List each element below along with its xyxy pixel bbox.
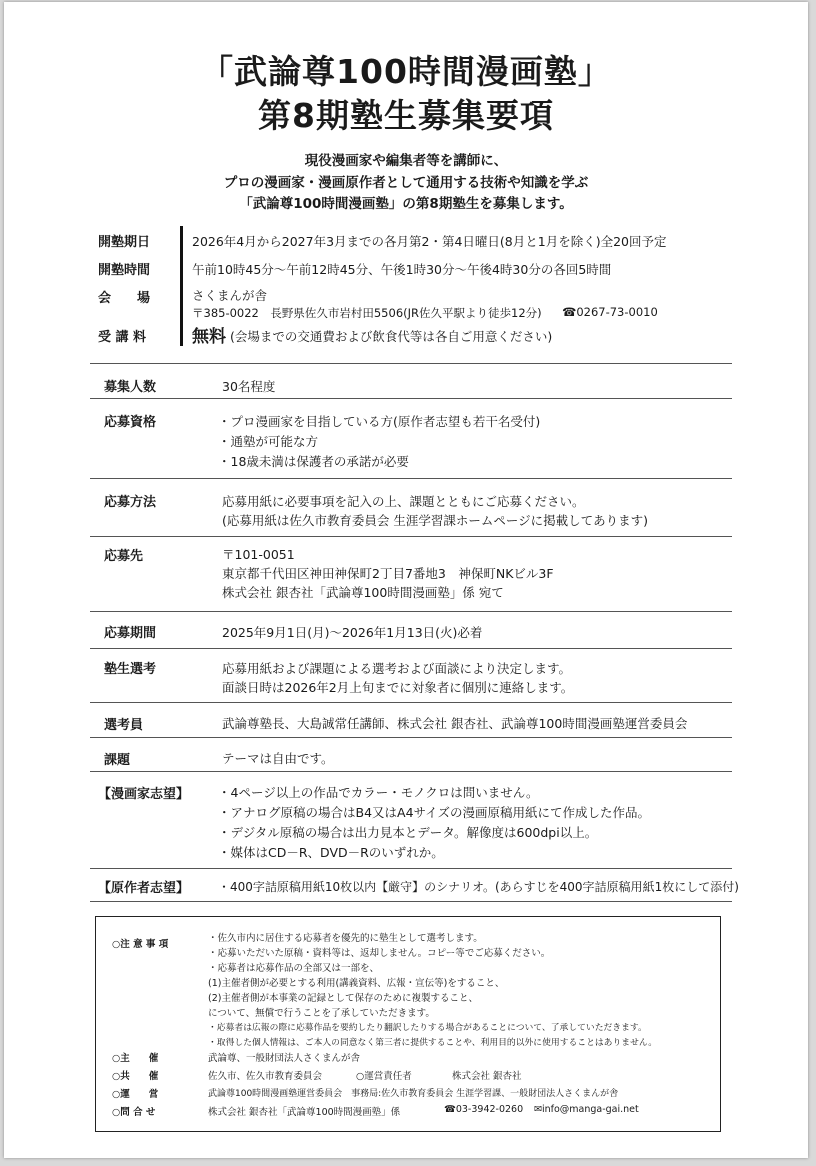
document-page — [4, 2, 808, 1158]
select-line: 面談日時は2026年2月上旬までに対象者に個別に連絡します。 — [222, 680, 574, 695]
hours-value: 午前10時45分～午前12時45分、午後1時30分～午後4時30分の各回5時間 — [192, 262, 612, 277]
task-value: テーマは自由です。 — [222, 751, 334, 766]
dest-line: 〒101-0051 — [222, 547, 295, 562]
operate-value: 武論尊100時間漫画塾運営委員会 事務局:佐久市教育委員会 生涯学習課、一般財団法人さくまんが舎 — [208, 1089, 619, 1099]
term-label: 応募期間 — [104, 626, 157, 641]
divider — [90, 363, 732, 364]
fee-free: 無料 — [192, 327, 226, 347]
intro-line-3: 「武論尊100時間漫画塾」の第8期塾生を募集します。 — [239, 196, 573, 212]
divider — [90, 901, 732, 902]
caution-line: ・応募いただいた原稿・資料等は、返却しません。コピー等でご応募ください。 — [208, 948, 551, 959]
caution-line: ・取得した個人情報は、ご本人の同意なく第三者に提供することや、利用目的以外に使用することはありません。 — [208, 1038, 657, 1048]
caution-line: について、無償で行うことを了承していただきます。 — [208, 1008, 435, 1019]
divider — [90, 536, 732, 537]
caution-line: ・応募者は広報の際に応募作品を要約したり翻訳したりする場合があることについて、了承していただきます。 — [208, 1023, 647, 1033]
host-label: ○主 催 — [112, 1053, 159, 1064]
qual-item: ・プロ漫画家を目指している方(原作者志望も若干名受付) — [218, 414, 541, 429]
cohost-value: 佐久市、佐久市教育委員会 — [208, 1071, 323, 1082]
venue-name: さくまんが舎 — [192, 288, 268, 303]
divider — [90, 611, 732, 612]
method-label: 応募方法 — [104, 495, 157, 510]
intro-line-1: 現役漫画家や編集者等を講師に、 — [304, 153, 508, 169]
venue-address: 〒385-0022 長野県佐久市岩村田5506(JR佐久平駅より徒歩12分) — [192, 306, 542, 320]
manager-label: ○運営責任者 — [356, 1071, 412, 1082]
cohost-label: ○共 催 — [112, 1071, 159, 1082]
qual-item: ・通塾が可能な方 — [218, 434, 319, 449]
contact-label: ○問 合 せ — [112, 1107, 156, 1118]
judges-label: 選考員 — [104, 718, 144, 733]
manga-item: ・アナログ原稿の場合はB4又はA4サイズの漫画原稿用紙にて作成した作品。 — [218, 805, 651, 820]
caution-line: (1)主催者側が必要とする利用(講義資料、広報・宣伝等)をすること、 — [208, 978, 505, 989]
divider — [90, 771, 732, 772]
writer-label: 【原作者志望】 — [98, 881, 190, 896]
dest-line: 株式会社 銀杏社「武論尊100時間漫画塾」係 宛て — [222, 585, 504, 600]
host-value: 武論尊、一般財団法人さくまんが舎 — [208, 1053, 361, 1064]
venue-tel: ☎0267-73-0010 — [562, 305, 658, 319]
capacity-value: 30名程度 — [222, 379, 276, 394]
caution-line: ・応募者は応募作品の全部又は一部を、 — [208, 963, 380, 974]
qual-item: ・18歳未満は保護者の承諾が必要 — [218, 454, 409, 469]
caution-label: ○注 意 事 項 — [112, 939, 169, 950]
section-bar — [180, 226, 183, 346]
period-value: 2026年4月から2027年3月までの各月第2・第4日曜日(8月と1月を除く)全20回予定 — [192, 234, 667, 249]
caution-line: (2)主催者側が本事業の記録として保存のために複製すること、 — [208, 993, 478, 1004]
capacity-label: 募集人数 — [104, 380, 157, 395]
manga-label: 【漫画家志望】 — [98, 787, 190, 802]
operate-label: ○運 営 — [112, 1089, 159, 1100]
title-line-2: 第8期塾生募集要項 — [258, 96, 554, 135]
contact-mail: ✉info@manga-gai.net — [534, 1104, 639, 1115]
task-label: 課題 — [104, 753, 131, 768]
dest-line: 東京都千代田区神田神保町2丁目7番地3 神保町NKビル3F — [222, 566, 554, 581]
divider — [90, 737, 732, 738]
judges-value: 武論尊塾長、大島誠常任講師、株式会社 銀杏社、武論尊100時間漫画塾運営委員会 — [222, 716, 688, 731]
qual-label: 応募資格 — [104, 415, 157, 430]
divider — [90, 868, 732, 869]
manga-item: ・4ページ以上の作品でカラー・モノクロは問いません。 — [218, 785, 539, 800]
dest-label: 応募先 — [104, 549, 144, 564]
venue-label: 会 場 — [98, 291, 151, 306]
term-value: 2025年9月1日(月)～2026年1月13日(火)必着 — [222, 625, 483, 640]
divider — [90, 478, 732, 479]
select-label: 塾生選考 — [104, 662, 157, 677]
writer-value: ・400字詰原稿用紙10枚以内【厳守】のシナリオ。(あらすじを400字詰原稿用紙1枚にして添付) — [218, 880, 739, 894]
fee-note: (会場までの交通費および飲食代等は各自ご用意ください) — [230, 329, 553, 344]
method-line: (応募用紙は佐久市教育委員会 生涯学習課ホームページに掲載してあります) — [222, 513, 648, 528]
contact-tel: ☎03-3942-0260 — [444, 1104, 524, 1115]
divider — [90, 702, 732, 703]
manga-item: ・媒体はCD－R、DVD－Rのいずれか。 — [218, 845, 444, 860]
divider — [90, 398, 732, 399]
intro-line-2: プロの漫画家・漫画原作者として通用する技術や知識を学ぶ — [223, 175, 589, 191]
title-line-1: 「武論尊100時間漫画塾」 — [200, 52, 612, 91]
hours-label: 開塾時間 — [98, 263, 151, 278]
select-line: 応募用紙および課題による選考および面談により決定します。 — [222, 661, 572, 676]
manga-item: ・デジタル原稿の場合は出力見本とデータ。解像度は600dpi以上。 — [218, 825, 598, 840]
caution-line: ・佐久市内に居住する応募者を優先的に塾生として選考します。 — [208, 933, 483, 944]
method-line: 応募用紙に必要事項を記入の上、課題とともにご応募ください。 — [222, 494, 585, 509]
contact-value: 株式会社 銀杏社「武論尊100時間漫画塾」係 — [208, 1107, 401, 1118]
period-label: 開塾期日 — [98, 235, 151, 250]
manager-value: 株式会社 銀杏社 — [452, 1071, 522, 1082]
divider — [90, 648, 732, 649]
fee-label: 受 講 料 — [98, 330, 147, 345]
